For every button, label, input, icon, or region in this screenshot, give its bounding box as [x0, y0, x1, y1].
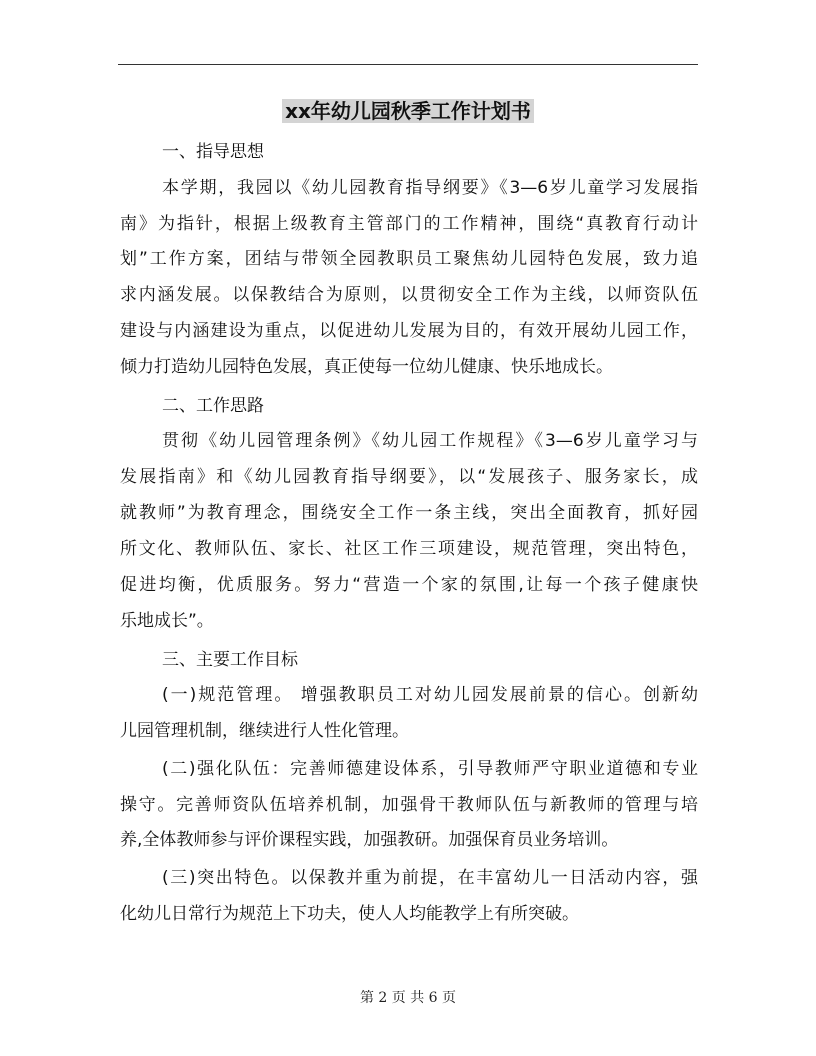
section-heading-3: 三、主要工作目标: [162, 650, 298, 670]
paragraph-line: (二)强化队伍：完善师德建设体系，引导教师严守职业道德和专业: [162, 759, 698, 779]
paragraph-line: (三)突出特色。以保教并重为前提，在丰富幼儿一日活动内容，强: [162, 868, 698, 888]
document-title: [0, 96, 816, 126]
section-heading-2: 二、工作思路: [162, 396, 264, 416]
paragraph-line: 贯彻《幼儿园管理条例》《幼儿园工作规程》《3—6岁儿童学习与: [162, 431, 698, 451]
paragraph-line: 操守。完善师资队伍培养机制，加强骨干教师队伍与新教师的管理与培: [120, 795, 698, 815]
section-heading-1: 一、指导思想: [162, 142, 264, 162]
paragraph-line: 求内涵发展。以保教结合为原则，以贯彻安全工作为主线，以师资队伍: [120, 285, 698, 305]
header-rule: [118, 64, 698, 65]
paragraph-line: 发展指南》和《幼儿园教育指导纲要》，以“发展孩子、服务家长，成: [120, 467, 698, 487]
paragraph-line: 就教师”为教育理念，围绕安全工作一条主线，突出全面教育，抓好园: [120, 503, 698, 523]
document-title-text: xx年幼儿园秋季工作计划书: [282, 99, 534, 123]
paragraph-line: 所文化、教师队伍、家长、社区工作三项建设，规范管理，突出特色，: [120, 539, 698, 559]
paragraph-line: (一)规范管理。 增强教职员工对幼儿园发展前景的信心。创新幼: [162, 685, 698, 705]
paragraph-line: 儿园管理机制，继续进行人性化管理。: [120, 721, 409, 741]
paragraph-line: 倾力打造幼儿园特色发展，真正使每一位幼儿健康、快乐地成长。: [120, 357, 613, 377]
paragraph-line: 养,全体教师参与评价课程实践，加强教研。加强保育员业务培训。: [120, 830, 619, 850]
paragraph-line: 促进均衡，优质服务。努力“营造一个家的氛围,让每一个孩子健康快: [120, 575, 698, 595]
paragraph-line: 化幼儿日常行为规范上下功夫，使人人均能教学上有所突破。: [120, 904, 579, 924]
paragraph-line: 乐地成长”。: [120, 611, 214, 631]
page-footer: 第 2 页 共 6 页: [359, 990, 457, 1006]
paragraph-line: 本学期，我园以《幼儿园教育指导纲要》《3—6岁儿童学习发展指: [162, 178, 698, 198]
paragraph-line: 划”工作方案，团结与带领全园教职员工聚焦幼儿园特色发展，致力追: [120, 249, 698, 269]
paragraph-line: 建设与内涵建设为重点，以促进幼儿发展为目的，有效开展幼儿园工作，: [120, 321, 698, 341]
paragraph-line: 南》为指针，根据上级教育主管部门的工作精神，围绕“真教育行动计: [120, 214, 698, 234]
